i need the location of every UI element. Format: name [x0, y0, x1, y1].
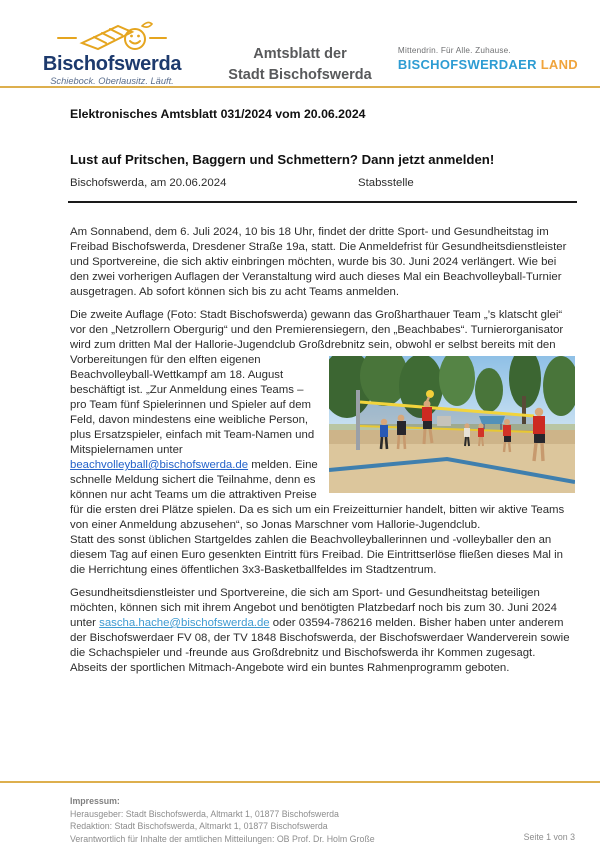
paragraph-1: [70, 225, 575, 300]
region-brand-tagline: Mittendrin. Für Alle. Zuhause.: [397, 46, 511, 55]
region-brand-word2: LAND: [540, 57, 578, 72]
document-title: [228, 44, 371, 86]
paragraph-2-text-c: melden. Eine schnelle Meldung sichert die Teilnahme, denn es können nur acht Teams um die attraktiven Preise für die ersten drei Plätze spielen. Da es sich um ein Freizeitturnier handelt, bitten wir aktive Teams von einer Anmeldung abzusehen“, so Jonas Marschner vom Hallorie-Jugendclub.: [70, 459, 565, 531]
paragraph-3-text-b: oder 03594-786216 melden. Bisher haben unter anderem der Bischofswerdaer FV 08, der TV 1848 Bischofswerda, der Bischofswerdaer Wanderverein sowie die Schachspieler und -freunde aus Großdrebnitz und Bischofswerda ihr Kommen zugesagt. Abseits der sportlichen Mitmach-Angebote wird ein buntes Rahmenprogramm geboten.: [70, 617, 570, 674]
paragraph-2-text-b: Vorbereitungen für den elften eigenen Beachvolleyball-Wettkampf am 18. August beschäftigt ist. „Zur Anmeldung eines Teams – pro Team fünf Spielerinnen und Spieler auf dem Feld, davon mindestens eine weibliche Person, plus Ersatzspieler, einfach mit Team-Namen und Mitspielernamen unter: [70, 354, 315, 456]
email-link-beachvolleyball[interactable]: beachvolleyball@bischofswerda.de: [70, 459, 249, 471]
paragraph-2-text-a: Die zweite Auflage (Foto: Stadt Bischofswerda) gewann das Großharthauer Team „’s klatscht glei“ vor den „Netzrollern Obergurig“ und den Premierensiegern, den „Beachbabes“. Turnierorganisator wird zum dritten Mal der Hallorie-Jugendclub Großdrebnitz sein, obwohl er selbst bereits mit den: [70, 309, 564, 351]
paragraph-2-text-d: Statt des sonst üblichen Startgeldes zahlen die Beachvolleyballerinnen und -volleyballer den an diesem Tag auf einen Euro gesenkten Eintritt fürs Freibad. Die Eintrittserlöse fließen dieses Mal in die Herrichtung eines öffentlichen 3x3-Basketballfeldes im Stadtzentrum.: [70, 534, 563, 576]
beachvolleyball-photo-graphic: [329, 356, 575, 493]
paragraph-2: [70, 308, 575, 578]
issue-line: Elektronisches Amtsblatt 031/2024 vom 20.06.2024: [70, 107, 366, 121]
dateline-row: [70, 177, 575, 192]
article-content: [0, 90, 600, 676]
email-link-sascha-hache[interactable]: sascha.hache@bischofswerda.de: [99, 617, 270, 629]
document-title-line1: Amtsblatt der: [253, 46, 347, 62]
document-title-line2: Stadt Bischofswerda: [228, 67, 372, 83]
page-header: [0, 0, 600, 88]
article-headline: Lust auf Pritschen, Baggern und Schmettern? Dann jetzt anmelden!: [70, 152, 495, 167]
city-logo-tagline: Schiebock. Oberlausitz. Läuft.: [50, 76, 174, 86]
article-dateline: Bischofswerda, am 20.06.2024: [70, 177, 227, 189]
headline-divider: [68, 201, 577, 203]
schiebock-mascot-icon: [56, 16, 168, 54]
paragraph-1-text: Am Sonnabend, dem 6. Juli 2024, 10 bis 18 Uhr, findet der dritte Sport- und Gesundheitstag im Freibad Bischofswerda, Dresdener Straße 19a, statt. Die Anmeldefrist für Gesundheitsdienstleister und Sportvereine, die sich aktiv einbringen möchten, wurde bis 30. Juni 2024 verlängert. Wie bei den zwei vorherigen Auflagen der Veranstaltung wird auch dieses Mal ein Beachvolleyball-Turnier ausgetragen. Ab sofort können sich bis zu acht Teams anmelden.: [70, 226, 567, 298]
impressum-publisher: Herausgeber: Stadt Bischofswerda, Altmarkt 1, 01877 Bischofswerda: [70, 808, 339, 819]
impressum: [0, 783, 600, 845]
city-logo: [42, 16, 182, 86]
article-department: Stabsstelle: [358, 177, 414, 189]
page-footer: [0, 781, 600, 845]
impressum-label: Impressum:: [70, 796, 120, 806]
impressum-editor: Redaktion: Stadt Bischofswerda, Altmarkt 1, 01877 Bischofswerda: [70, 821, 328, 831]
beachvolleyball-photo: [329, 356, 575, 493]
article-body: [70, 225, 575, 676]
region-brand-word1: BISCHOFSWERDAER: [397, 57, 537, 72]
region-brand: [398, 46, 578, 72]
page-indicator: Seite 1 von 3: [523, 832, 575, 842]
paragraph-3-text-a: Gesundheitsdienstleister und Sportvereine, die sich am Sport- und Gesundheitstag beteiligen möchten, können sich mit ihrem Angebot und benötigten Platzbedarf noch bis zum 30. Juni 2024 unter: [70, 587, 557, 629]
impressum-responsible: Verantwortlich für Inhalte der amtlichen Mitteilungen: OB Prof. Dr. Holm Große: [70, 833, 375, 844]
region-brand-wordmark: [398, 57, 578, 72]
city-logo-wordmark: Bischofswerda: [42, 53, 182, 75]
paragraph-3: [70, 586, 575, 676]
